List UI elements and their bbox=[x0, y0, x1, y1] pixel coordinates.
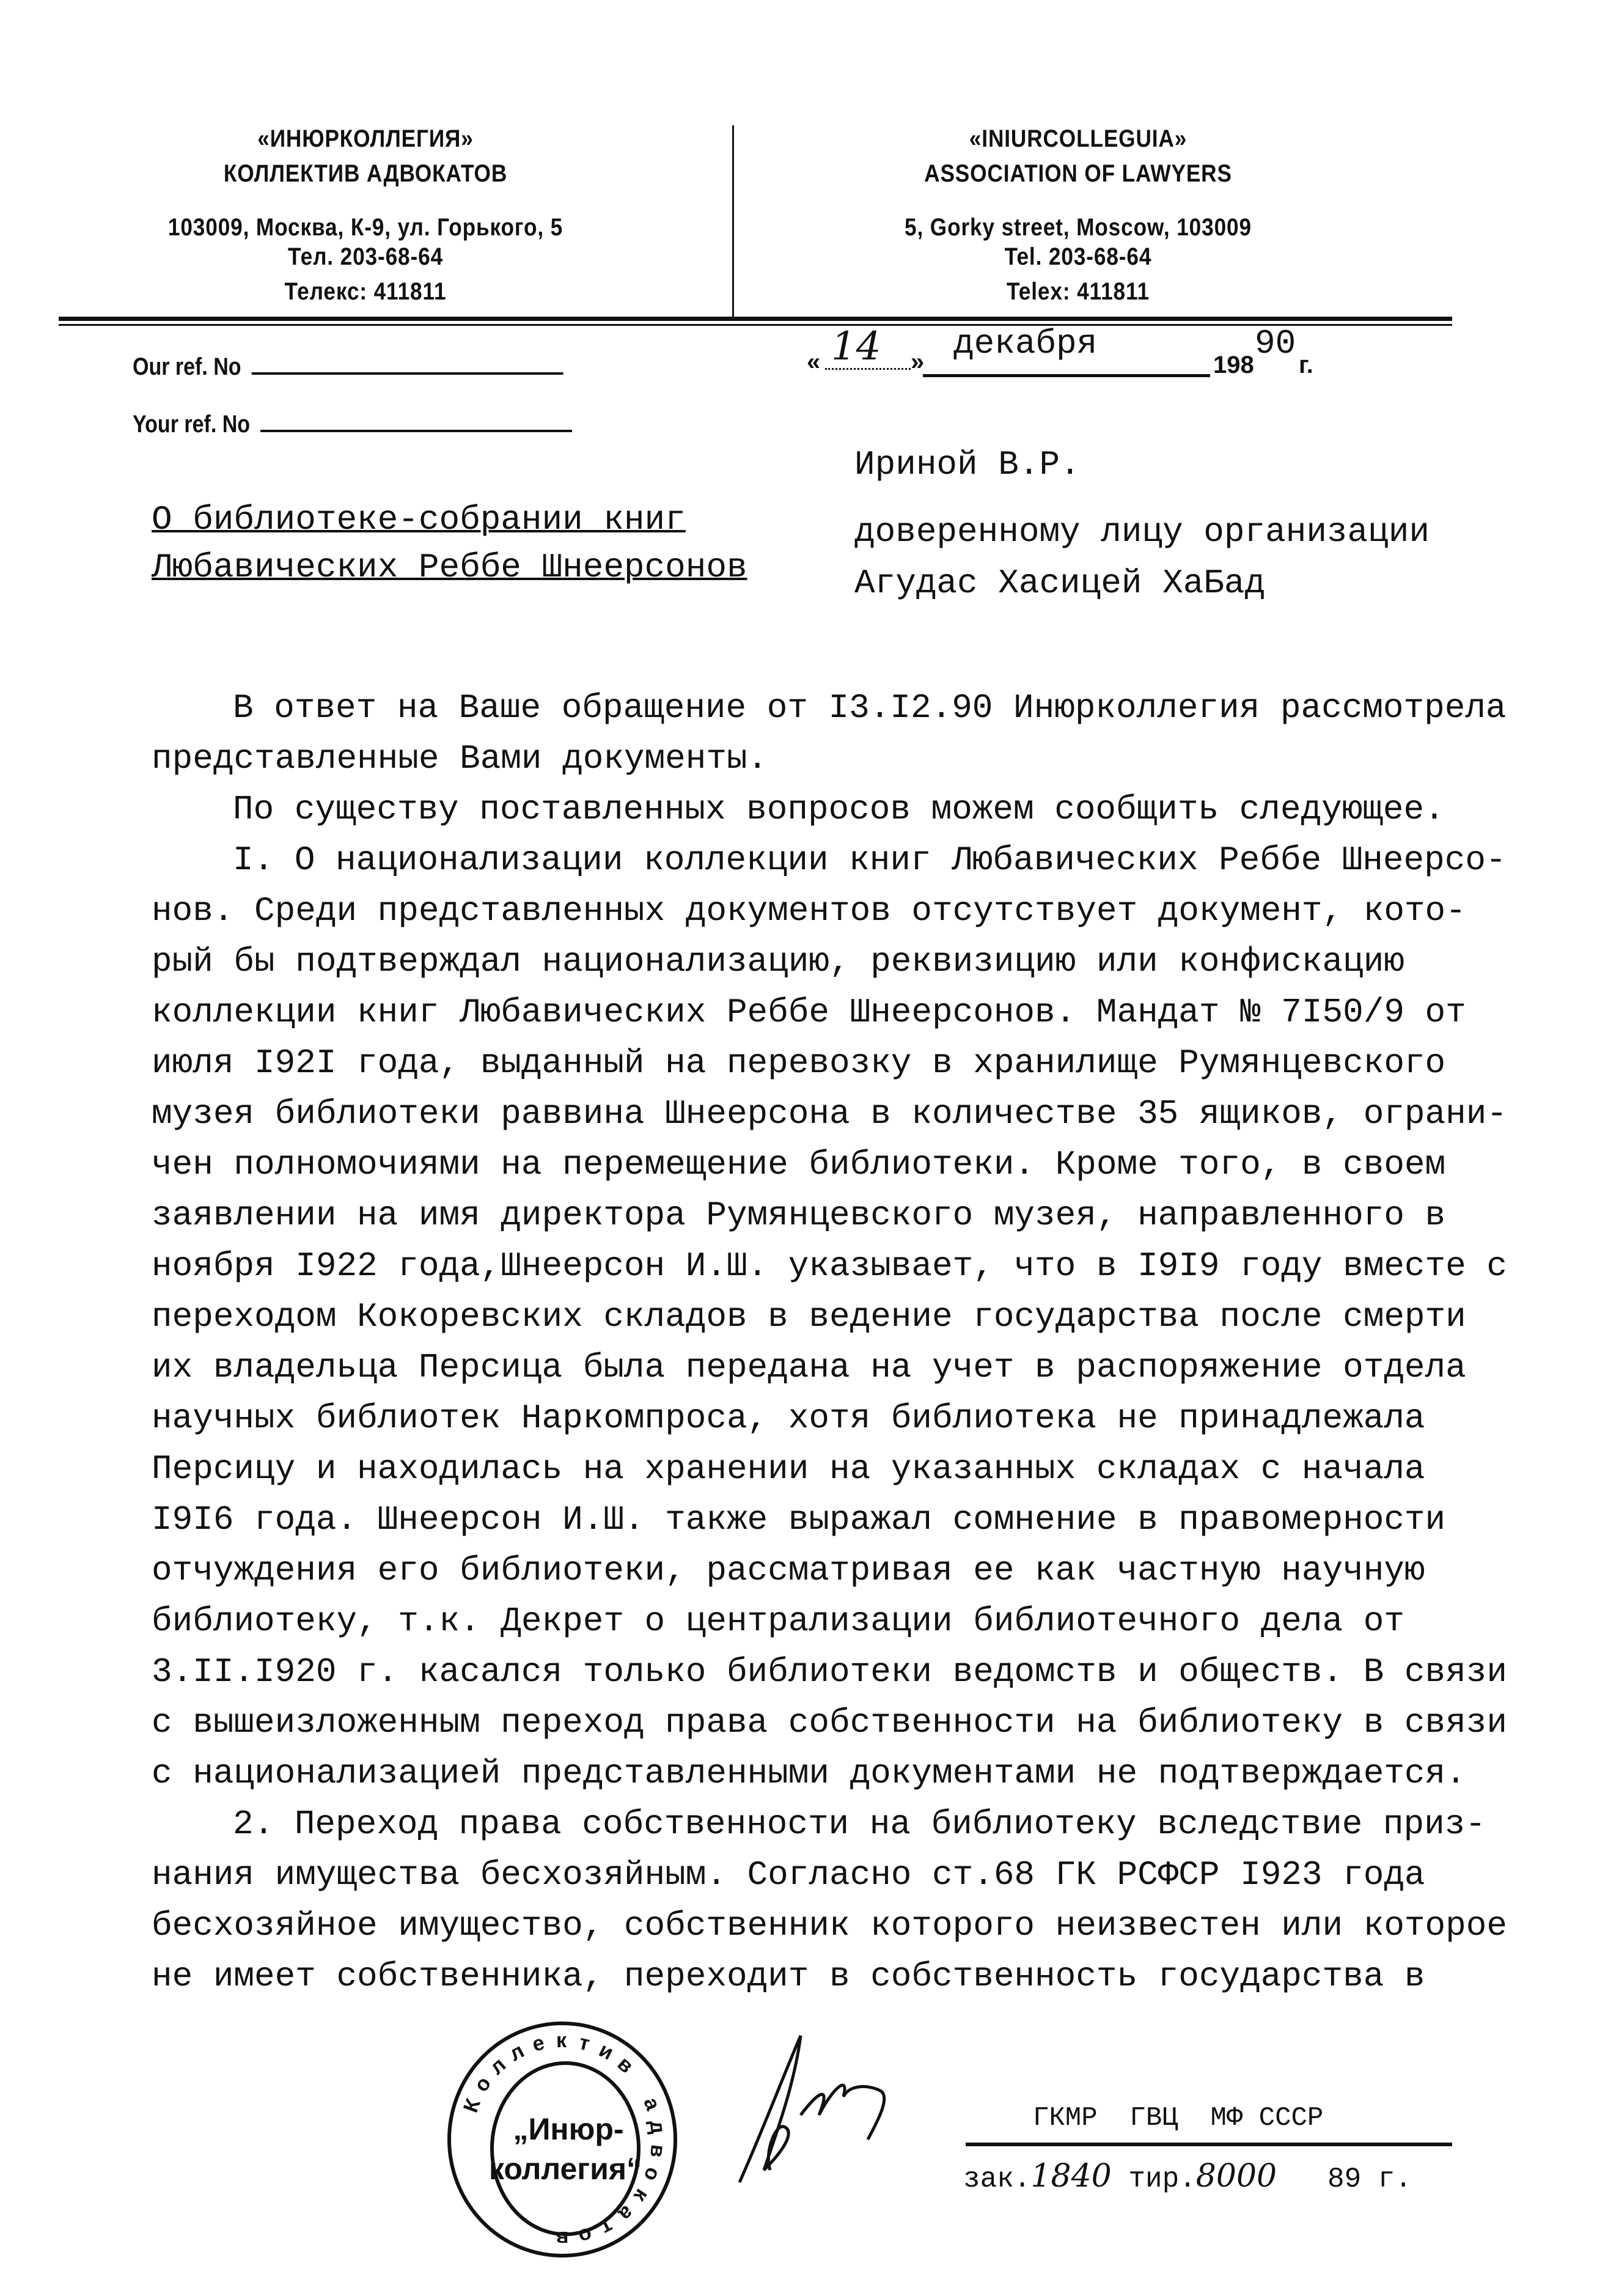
date-month-line bbox=[923, 374, 1210, 377]
spacer bbox=[1277, 2163, 1327, 2195]
address-en: 5, Gorky street, Moscow, 103009 bbox=[905, 214, 1252, 241]
stamp-seal bbox=[440, 2011, 685, 2280]
date-year-prefix: 198 bbox=[1213, 351, 1254, 378]
stamp-ring-letter: т bbox=[597, 2214, 617, 2240]
body-line: I9I6 года. Шнеерсон И.Ш. также выражал сомнение в правомерности bbox=[152, 1500, 1446, 1539]
body-line: отчуждения его библиотеки, рассматривая ее как частную научную bbox=[152, 1551, 1425, 1590]
address-ru: 103009, Москва, К-9, ул. Горького, 5 bbox=[167, 214, 564, 241]
stamp-ring-letter: и bbox=[595, 2038, 617, 2065]
stamp-center-2: коллегия“ bbox=[488, 2152, 642, 2186]
telex-ru: Телекс: 411811 bbox=[284, 278, 447, 305]
org-subtitle-en: ASSOCIATION OF LAWYERS bbox=[924, 160, 1232, 187]
stamp-ring-letter: в bbox=[645, 2143, 670, 2159]
stamp-ring-letter: о bbox=[469, 2072, 496, 2096]
date-day: 14 bbox=[831, 324, 881, 369]
stamp-ring-letter: к bbox=[628, 2184, 654, 2207]
body-line: с вышеизложенным переход права собственности на библиотеку в связи bbox=[152, 1703, 1507, 1742]
telex-en: Telex: 411811 bbox=[1007, 278, 1150, 305]
print-year: 89 г. bbox=[1327, 2163, 1412, 2195]
stamp-ring-letter: л bbox=[505, 2039, 528, 2066]
order-number: 1840 bbox=[1030, 2158, 1112, 2195]
stamp-ring-letter: а bbox=[614, 2201, 639, 2226]
date-day-line bbox=[825, 368, 911, 370]
body-line: бесхозяйное имущество, собственник которого неизвестен или которое bbox=[152, 1906, 1507, 1945]
body-line: библиотеку, т.к. Декрет о централизации библиотечного дела от bbox=[152, 1602, 1404, 1641]
our-ref bbox=[133, 353, 564, 381]
footer-rule bbox=[966, 2143, 1452, 2146]
stamp-ring-letter: д bbox=[645, 2119, 670, 2135]
phone-ru: Тел. 203-68-64 bbox=[287, 243, 444, 270]
phone-en: Tel. 203-68-64 bbox=[1004, 243, 1152, 270]
our-ref-label: Our ref. No bbox=[133, 353, 241, 380]
order-label: зак. bbox=[963, 2163, 1031, 2195]
body-line: музея библиотеки раввина Шнеерсона в количестве 35 ящиков, ограни- bbox=[152, 1094, 1507, 1133]
body-line: коллекции книг Любавических Реббе Шнеерсонов. Мандат № 7I50/9 от bbox=[152, 993, 1466, 1032]
body-line: чен полномочиями на перемещение библиотеки. Кроме того, в своем bbox=[152, 1145, 1446, 1184]
subject-line-2: Любавических Реббе Шнеерсонов bbox=[152, 548, 747, 587]
stamp-ring-letter: т bbox=[576, 2030, 592, 2056]
body-line: 2. Переход права собственности на библиотеку вследствие приз- bbox=[233, 1805, 1486, 1844]
addressee-org: Агудас Хасицей ХаБад bbox=[854, 564, 1266, 603]
stamp-ring-letter: в bbox=[612, 2051, 638, 2078]
stamp-ring-letter: е bbox=[529, 2031, 547, 2056]
date-quote-close: » bbox=[911, 348, 925, 375]
addressee-name: Ириной В.Р. bbox=[854, 445, 1081, 484]
org-subtitle-ru: КОЛЛЕКТИВ АДВОКАТОВ bbox=[223, 160, 508, 187]
stamp-ring-letter: л bbox=[485, 2053, 511, 2080]
body-line: представленные Вами документы. bbox=[152, 739, 768, 778]
stamp-ring-letter: о bbox=[639, 2164, 666, 2185]
body-line: I. О национализации коллекции книг Любавических Реббе Шнеерсо- bbox=[233, 841, 1507, 880]
your-ref-label: Your ref. No bbox=[133, 411, 251, 438]
body-line: научных библиотек Наркомпроса, хотя библиотека не принадлежала bbox=[152, 1399, 1425, 1438]
letter-date bbox=[807, 324, 1332, 379]
subject-line-1: О библиотеке-собрании книг bbox=[152, 500, 686, 539]
letter-body bbox=[152, 683, 1507, 2002]
stamp-ring-letter: к bbox=[556, 2028, 567, 2053]
footer-order-line bbox=[958, 2147, 1412, 2195]
stamp-center-1: „Инюр- bbox=[513, 2112, 624, 2146]
your-ref-blank bbox=[260, 430, 572, 432]
body-line: ноября I922 года,Шнеерсон И.Ш. указывает, что в I9I9 году вместе с bbox=[152, 1246, 1507, 1286]
printer-imprint: ГКМР ГВЦ МФ СССР bbox=[1033, 2103, 1324, 2133]
body-line: По существу поставленных вопросов можем сообщить следующее. bbox=[233, 790, 1445, 829]
body-line: их владельца Персица была передана на учет в распоряжение отдела bbox=[152, 1348, 1466, 1387]
stamp-ring-letter: а bbox=[639, 2094, 665, 2114]
body-line: июля I92I года, выданный на перевозку в хранилище Румянцевского bbox=[152, 1043, 1446, 1083]
body-line: переходом Кокоревских складов в ведение государства после смерти bbox=[152, 1297, 1466, 1336]
your-ref bbox=[133, 411, 572, 438]
spacer bbox=[1112, 2163, 1129, 2195]
body-line: 3.II.I920 г. касался только библиотеки ведомств и обществ. В связи bbox=[152, 1652, 1507, 1691]
body-line: нания имущества бесхозяйным. Согласно ст.68 ГК РСФСР I923 года bbox=[152, 1855, 1425, 1894]
date-quote: « bbox=[807, 348, 821, 375]
signature bbox=[727, 2029, 947, 2188]
print-run: 8000 bbox=[1195, 2158, 1277, 2195]
body-line: не имеет собственника, переходит в собственность государства в bbox=[152, 1957, 1425, 1996]
date-year: 90 bbox=[1255, 324, 1296, 363]
addressee-role: доверенному лицу организации bbox=[854, 512, 1430, 551]
stamp-ring-letter: в bbox=[556, 2227, 569, 2251]
body-line: заявлении на имя директора Румянцевского музея, направленного в bbox=[152, 1196, 1446, 1235]
org-name-en: «INIURCOLLEGUIA» bbox=[969, 125, 1188, 152]
date-month: декабря bbox=[953, 324, 1098, 363]
body-line: с национализацией представленными документами не подтверждается. bbox=[152, 1754, 1466, 1793]
header-rule bbox=[59, 317, 1452, 321]
org-name-ru: «ИНЮРКОЛЛЕГИЯ» bbox=[257, 125, 474, 152]
our-ref-blank bbox=[252, 372, 564, 375]
run-label: тир. bbox=[1128, 2163, 1196, 2195]
stamp-ring-letter: К bbox=[459, 2095, 485, 2116]
body-line: рый бы подтверждал национализацию, реквизицию или конфискацию bbox=[152, 942, 1404, 981]
stamp-ring-letter: о bbox=[576, 2223, 595, 2249]
body-line: Персицу и находилась на хранении на указанных складах с начала bbox=[152, 1449, 1425, 1488]
letterhead-divider bbox=[732, 125, 734, 318]
date-suffix: г. bbox=[1299, 351, 1313, 378]
body-line: нов. Среди представленных документов отсутствует документ, кото- bbox=[152, 891, 1466, 930]
body-line: В ответ на Ваше обращение от I3.I2.90 Инюрколлегия рассмотрела bbox=[233, 688, 1507, 727]
